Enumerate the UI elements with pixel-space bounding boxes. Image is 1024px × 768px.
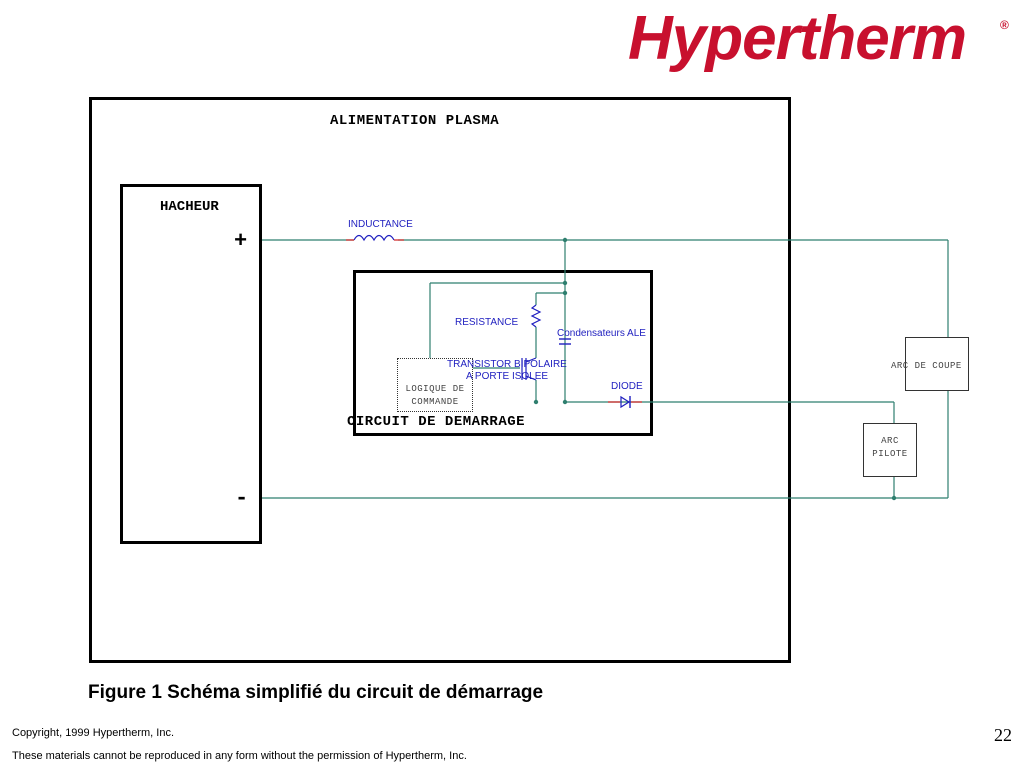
cut-arc-label: ARC DE COUPE xyxy=(891,361,962,371)
start-circuit-label: CIRCUIT DE DEMARRAGE xyxy=(347,414,526,430)
copyright-text: Copyright, 1999 Hypertherm, Inc. xyxy=(12,727,175,739)
transistor-label-line2: A PORTE ISOLEE xyxy=(466,371,549,382)
positive-terminal: + xyxy=(234,229,248,254)
inductance-label: INDUCTANCE xyxy=(348,219,413,230)
power-supply-title: ALIMENTATION PLASMA xyxy=(330,113,500,129)
resistor-symbol xyxy=(532,305,540,327)
cut-arc-box xyxy=(891,337,969,391)
negative-terminal: - xyxy=(235,486,249,511)
inductance-symbol xyxy=(354,236,394,241)
registered-mark: ® xyxy=(1000,18,1009,32)
figure-caption: Figure 1 Schéma simplifié du circuit de démarrage xyxy=(88,682,544,703)
logic-label-line1: LOGIQUE DE xyxy=(405,384,465,394)
reproduction-notice: These materials cannot be reproduced in any form without the permission of Hypertherm, Inc. xyxy=(12,750,467,762)
chopper-label: HACHEUR xyxy=(160,199,219,215)
transistor-label-line1: TRANSISTOR BIPOLAIRE xyxy=(447,359,567,370)
logic-label-line2: COMMANDE xyxy=(411,397,459,407)
pilot-arc-box xyxy=(863,423,917,477)
resistance-label: RESISTANCE xyxy=(455,317,519,328)
pilot-arc-label-line2: PILOTE xyxy=(872,449,908,459)
pilot-arc-label-line1: ARC xyxy=(881,436,899,446)
page-number: 22 xyxy=(994,725,1012,745)
junction-dots xyxy=(534,238,896,500)
capacitors-label: Condensateurs ALE xyxy=(557,328,646,339)
hypertherm-logo: Hypertherm xyxy=(628,4,966,73)
diode-label: DIODE xyxy=(611,381,643,392)
